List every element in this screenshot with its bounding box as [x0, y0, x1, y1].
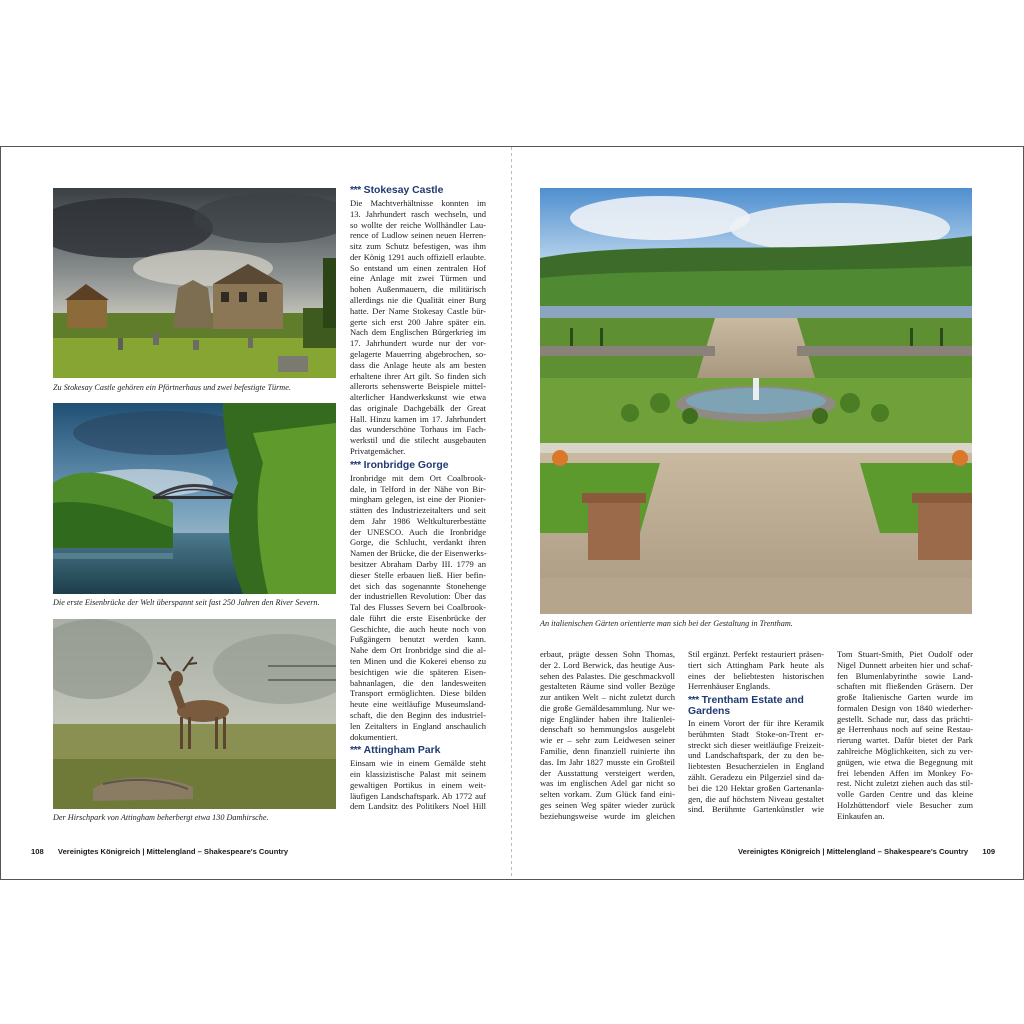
body-text-line: das wunderschöne Torhaus im Fach- [350, 424, 486, 435]
right-text-column-2 [688, 649, 824, 815]
body-text-line: besichtigen wie die späteren Eisen- [350, 666, 486, 677]
body-text-line: wie er – sehr zum Leidwesen seiner [540, 735, 675, 746]
body-text-line: frei lebenden Affen im Monkey Fo- [837, 767, 973, 778]
body-text-line: sehen des Palastes. Die geschmackvoll [540, 670, 675, 681]
body-text-line: erbaut, prägte dessen Sohn Thomas, [540, 649, 675, 659]
body-text-line: volle Garden Centre und das kleine [837, 789, 973, 800]
body-text-line: bahnanlagen, die den landesweiten [350, 677, 486, 688]
body-text-line: Fußgängern benutzt werden kann. [350, 634, 486, 645]
body-text-line: so wollte der reiche Wollhändler Lau- [350, 219, 486, 230]
body-text-line: Geschichte, die auch heute noch von [350, 623, 486, 634]
caption-trentham: An italienischen Gärten orientierte man sich bei der Gestaltung in Trentham. [540, 619, 793, 628]
body-text-line: berühmten Stadt Stoke-on-Trent er- [688, 728, 824, 739]
body-text-line: In einem Vorort der für ihre Keramik [688, 718, 824, 729]
body-text-line: gewaltigen Portikus in einem weit- [350, 779, 486, 790]
body-text-line: Tom Stuart-Smith, Piet Oudolf oder [837, 649, 973, 659]
body-text-line: zahlreiche Möglichkeiten, sich zu ver- [837, 746, 973, 757]
body-text-line: ein klassizistische Palast mit seinem [350, 769, 486, 780]
body-text-line: rierung wartet. Dafür bietet der Park [837, 735, 973, 746]
left-page [0, 147, 512, 879]
body-text-line: rest. Nicht zuletzt ziehen auch das stil- [837, 778, 973, 789]
body-text-line: ten Minen und die Kokerei ebenso zu [350, 656, 486, 667]
body-text-line: dale, in Telford in der Nähe von Bir- [350, 483, 486, 494]
body-text-line: gerte sich erst 200 Jahre später ein. [350, 316, 486, 327]
body-text-line: heute eine weitläufige Museumsland- [350, 699, 486, 710]
body-text-line: streckt sich dieser weitläufige Freizeit- [688, 739, 824, 750]
rating-stars: *** [688, 695, 699, 707]
rating-stars: *** [350, 185, 361, 196]
body-text-line: sitz zum Schutz befestigen, was ihm [350, 241, 486, 252]
heading-ironbridge-gorge: *** Ironbridge Gorge [350, 459, 449, 471]
caption-deer-park: Der Hirschpark von Attingham beherbergt etwa 130 Damhirsche. [53, 813, 269, 822]
body-text-line: der Ausstattung versteigert werden, [540, 767, 675, 778]
body-text-line: hatte. Der Name Stokesay Castle bür- [350, 305, 486, 316]
body-text-line: ges seinen Weg später wieder zurück [540, 799, 675, 810]
heading-stokesay-castle: *** Stokesay Castle [350, 185, 444, 196]
body-text-line: rence of Ludlow seinen neuen Herren- [350, 230, 486, 241]
body-text-line: besitzer Abraham Darby III. 1779 an [350, 559, 486, 569]
body-text-line: Nigel Dunnett arbeiten hier und schaf- [837, 659, 973, 670]
ironbridge-text [350, 473, 486, 743]
body-text-line: dem Jahr 1986 Weltkulturerbestätte [350, 515, 486, 526]
body-text-line: die große Gemäldesammlung. Nur we- [540, 702, 675, 713]
body-text-line: Die Machtverhältnisse konnten im [350, 198, 486, 208]
body-text-line: gnügen, wie etwa die Begegnung mit [837, 756, 973, 767]
rating-stars: *** [350, 745, 361, 757]
page-number: 109 [982, 847, 996, 856]
body-text-line: hohen Außenmauern, die militärisch [350, 284, 486, 295]
body-text-line: gestalteten Räume sind voller Bezüge [540, 681, 675, 692]
body-text-line: gestellt. Schade nur, dass das prächti- [837, 713, 973, 724]
left-footer [31, 847, 288, 856]
body-text-line: Stil ergänzt. Perfekt restauriert präsen- [688, 649, 824, 659]
body-text-line: dem Landsitz des Politikers Noel Hill [350, 801, 486, 812]
body-text-line: gen, die auf höchstem Niveau gestaltet [688, 793, 824, 804]
body-text-line: Transport ermöglichten. Diese bilden [350, 688, 486, 699]
body-text-line: beziehungsweise wurde im gleichen [540, 810, 675, 821]
body-text-line: dass die Anlage heute als am besten [350, 359, 486, 370]
body-text-line: fen Blumenlabyrinthe sowie Land- [837, 670, 973, 681]
body-text-line: Gorge, die Schlucht, verdankt ihren [350, 537, 486, 548]
body-text-line: stätten des Industriezeitalters und seit [350, 505, 486, 516]
body-text-line: eines der beliebtesten historischen [688, 670, 824, 681]
body-text-line: sind. Berühmte Gartenkünstler wie [688, 804, 824, 815]
body-text-line: zur antiken Welt – nicht zuletzt durch [540, 692, 675, 703]
body-text-line: erhaltene ihrer Art gilt. So finden sich [350, 370, 486, 381]
right-text-column-3 [837, 649, 973, 822]
rating-stars: *** [350, 459, 361, 471]
body-text-line: formalen Design von 1840 wiederher- [837, 702, 973, 713]
body-text-line: Nahe dem Ort Ironbridge sind die al- [350, 645, 486, 656]
right-text-column-1 [540, 649, 675, 822]
body-text-line: liebtesten Besucherzielen in England [688, 761, 824, 772]
body-text-line: Herrenhäuser Englands. [688, 681, 771, 692]
body-text-line: mingham gelegen, ist eine der Pionier- [350, 494, 486, 505]
page-number: 108 [31, 847, 44, 856]
deer-park-photo [53, 619, 336, 809]
body-text-line: Ironbridge mit dem Ort Coalbrook- [350, 472, 486, 483]
body-text-line: das. Im Jahr 1827 musste ein Großteil [540, 756, 675, 767]
right-page [512, 147, 1024, 879]
body-text-line: nige Engländer haben ihre Italienlei- [540, 713, 675, 724]
body-text-line: schaften mit fließenden Gräsern. Der [837, 681, 973, 692]
stokesay-text [350, 198, 486, 457]
caption-stokesay: Zu Stokesay Castle gehören ein Pförtnerhaus und zwei befestigte Türme. [53, 383, 291, 392]
right-footer [738, 847, 995, 856]
body-text-line: len Zeitalters in England anschaulich [350, 720, 486, 731]
running-head: Vereinigtes Königreich | Mittelengland – Shakespeare's Country [57, 847, 289, 856]
body-text-line: zählt. Geradezu ein Pilgerziel sind da- [688, 772, 824, 783]
body-text-line: Einsam wie in einem Gemälde steht [350, 758, 486, 769]
body-text-line: Einkaufen an. [837, 810, 885, 821]
body-text-line: selten vorkam. Zum Glück fand eini- [540, 789, 675, 800]
body-text-line: Holzhüttendorf viele Besucher zum [837, 799, 973, 810]
body-text-line: der industriellen Revolution: Über das [350, 591, 486, 602]
heading-trentham-estate: *** Trentham Estate and Gardens [688, 695, 804, 718]
body-text-line: bei die 120 Hektar großen Gartenanla- [688, 782, 824, 793]
body-text-line: Privatgemächer. [350, 445, 406, 456]
body-text-line: was im englischen Adel gar nicht so [540, 778, 675, 789]
body-text-line: und Landschaftspark, der zu den be- [688, 750, 824, 761]
body-text-line: das originale Dachgebälk der Great [350, 402, 486, 413]
body-text-line: dale führt die erste Eisenbrücke der [350, 612, 486, 623]
book-spread [0, 146, 1024, 880]
body-text-line: dokumentiert. [350, 731, 398, 742]
body-text-line: große Italienische Garten wurde im [837, 692, 973, 703]
body-text-line: Tal des Flusses Severn bei Coalbrook- [350, 602, 486, 613]
body-text-line: der 2. Lord Berwick, das heutige Aus- [540, 659, 675, 670]
body-text-line: der UNESCO. Auch die Ironbridge [350, 526, 486, 537]
body-text-line: werkstil und die stilecht ausgebauten [350, 435, 486, 446]
body-text-line: allerorts sehenswerte Beispiele mittel- [350, 381, 486, 392]
body-text-line: Hall. Hinzu kamen im 17. Jahrhundert [350, 413, 486, 424]
attingham-text [350, 758, 486, 812]
body-text-line: eine Anlage mit zwei Türmen und [350, 273, 486, 284]
body-text-line: der König 1291 auch offiziell erlaubte. [350, 251, 486, 262]
body-text-line: Familie, denn finanziell ruinierte ihn [540, 746, 675, 757]
body-text-line: läufigen Landschaftspark. Ab 1772 auf [350, 790, 486, 801]
heading-attingham-park: *** Attingham Park [350, 745, 441, 757]
body-text-line: Nach dem Englischen Bürgerkrieg im [350, 327, 486, 338]
caption-ironbridge: Die erste Eisenbrücke der Welt überspannt seit fast 250 Jahren den River Severn. [53, 598, 320, 607]
body-text-line: So entstand um einen zentralen Hof [350, 262, 486, 273]
left-text-column [350, 183, 486, 812]
body-text-line: gelagerte Mauerring abgebrochen, so- [350, 348, 486, 359]
body-text-line: allerdings nie die Qualität einer Burg [350, 295, 486, 306]
ironbridge-photo [53, 403, 336, 594]
body-text-line: alterlicher Handwerkskunst wie etwa [350, 392, 486, 403]
body-text-line: 13. Jahrhundert rasch wechseln, und [350, 208, 486, 219]
trentham-gardens-photo [540, 188, 972, 614]
body-text-line: dieser Stelle erbauen ließ. Hier befin- [350, 569, 486, 580]
body-text-line: tiert sich Attingham Park heute als [688, 659, 824, 670]
body-text-line: 17. Jahrhundert wurde nur der vor- [350, 338, 486, 349]
body-text-line: denschaft so hemmungslos ausgelebt [540, 724, 675, 735]
stokesay-castle-photo [53, 188, 336, 378]
body-text-line: det sich das sogenannte Stonehenge [350, 580, 486, 591]
running-head: Vereinigtes Königreich | Mittelengland – Shakespeare's Country [738, 847, 969, 856]
body-text-line: ge Herrenhaus noch auf seine Restau- [837, 724, 973, 735]
body-text-line: Namen der Brücke, die der Eisenwerks- [350, 548, 487, 559]
body-text-line: schaft, die den Beginn des industriel- [350, 709, 486, 720]
